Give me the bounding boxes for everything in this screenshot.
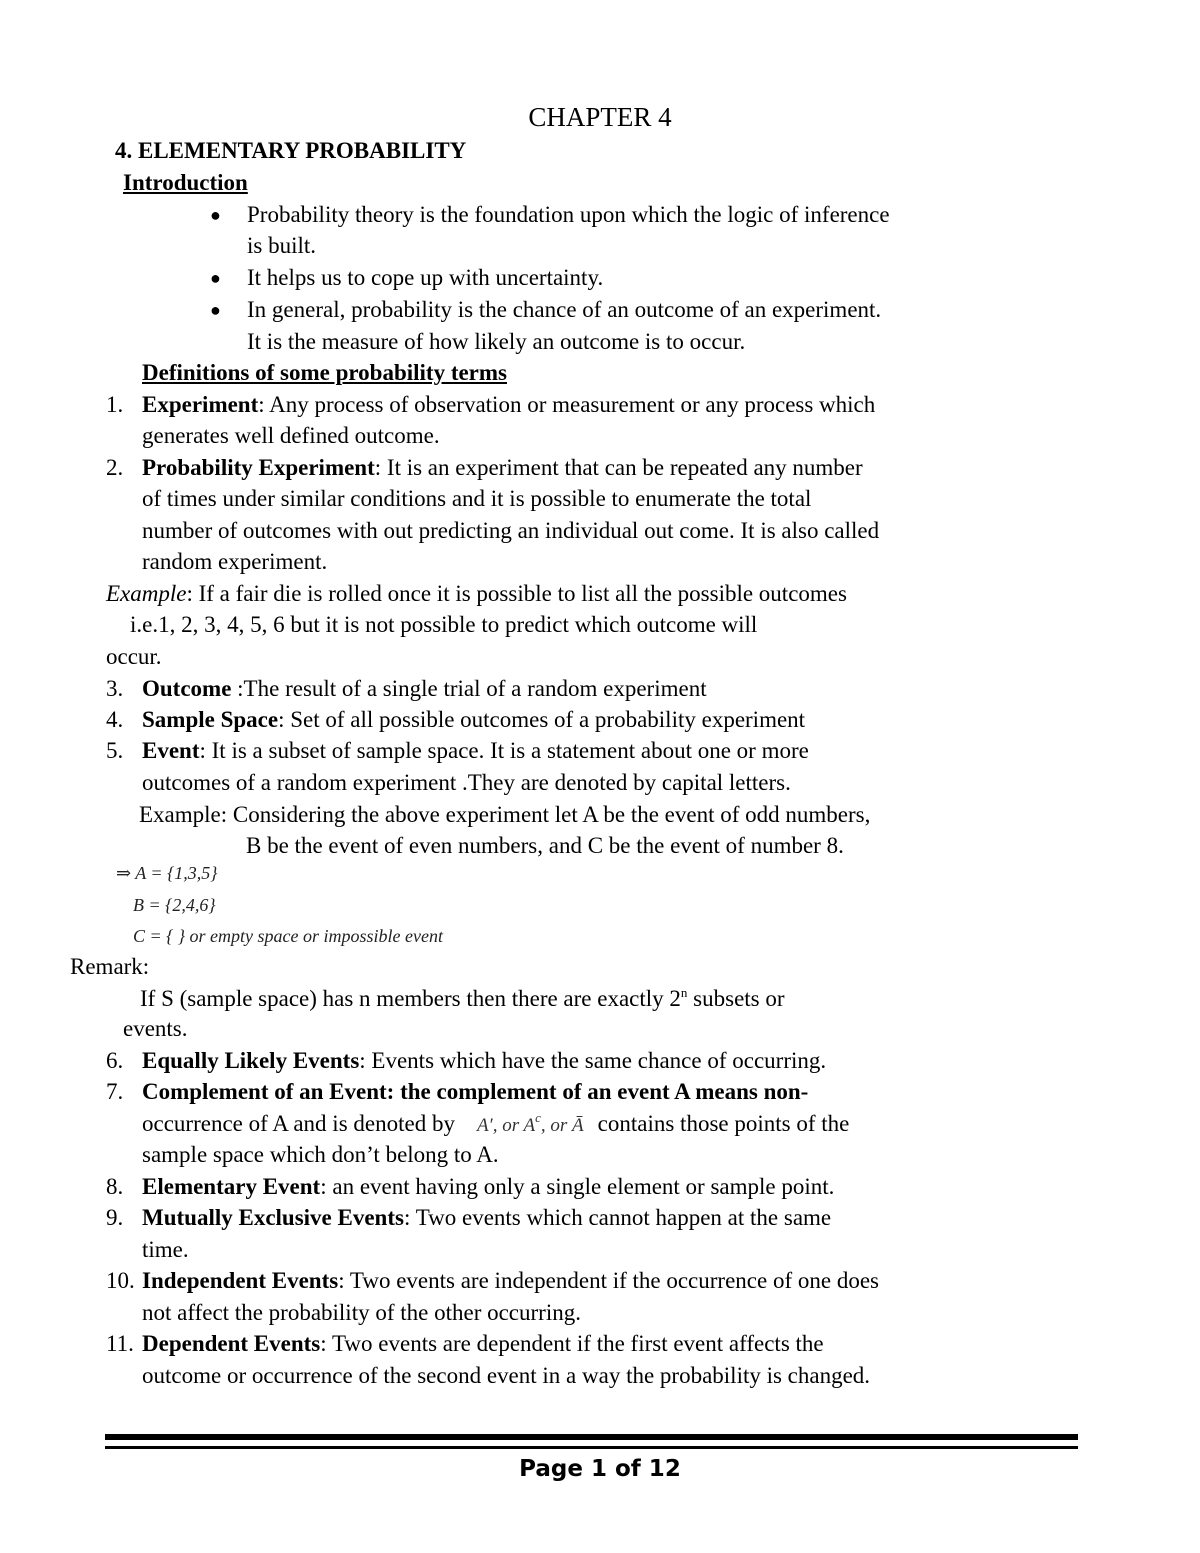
definition-text: not affect the probability of the other occurring. [142,1300,581,1325]
definition-text: : Two events are dependent if the first event affects the [320,1331,824,1356]
item-number: 8. [106,1174,124,1199]
term: Dependent Events [142,1331,321,1356]
term: Event [142,738,200,763]
item-number: 2. [106,455,124,480]
item-number: 6. [106,1048,124,1073]
definition-experiment [142,391,875,419]
term: Mutually Exclusive Events [142,1205,404,1230]
definition-text: : It is an experiment that can be repeated any number [374,455,863,480]
footer-rule [105,1446,1078,1449]
term: Elementary Event [142,1174,321,1199]
example-text: : If a fair die is rolled once it is possible to list all the possible outcomes [186,581,847,606]
definition-elementary-event [142,1173,834,1201]
definition-text: : It is a subset of sample space. It is a statement about one or more [199,738,809,763]
item-number: 9. [106,1205,124,1230]
term: Independent Events [142,1268,339,1293]
math-part: A′, or A [476,1115,536,1136]
remark-text-part: subsets or [687,986,785,1011]
term: Outcome [142,676,238,701]
chapter-title: CHAPTER 4 [528,102,672,132]
definition-text: outcomes of a random experiment .They are denoted by capital letters. [142,770,791,795]
remark-text-part: If S (sample space) has n members then there are exactly 2 [140,986,681,1011]
definition-text-part: contains those points of the [597,1111,850,1136]
term: Equally Likely Events [142,1048,360,1073]
bullet-marker: ● [210,205,221,225]
example-label: Example [106,581,187,606]
definition-sample-space [142,706,805,734]
definition-complement: Complement of an Event: the complement of an event A means non- [142,1079,809,1104]
definition-text: : Set of all possible outcomes of a probability experiment [278,707,806,732]
example-text: B be the event of even numbers, and C be the event of number 8. [246,833,844,858]
item-number: 5. [106,738,124,763]
definition-outcome [142,675,707,703]
definition-probability-experiment [142,454,863,482]
math-part: , or Ā [540,1115,584,1136]
footer-rule [105,1434,1078,1440]
definition-text: generates well defined outcome. [142,423,440,448]
example-die [106,580,847,608]
term: Probability Experiment [142,455,375,480]
definition-dependent [142,1330,824,1358]
definition-text: outcome or occurrence of the second event in a way the probability is changed. [142,1363,871,1388]
complement-notation [476,1110,584,1136]
page-number: Page 1 of 12 [519,1456,681,1482]
definitions-heading: Definitions of some probability terms [142,360,508,385]
superscript: c [535,1110,541,1125]
definition-independent [142,1267,879,1295]
intro-bullet-continued: It is the measure of how likely an outcome is to occur. [247,329,746,354]
definition-text: : Events which have the same chance of occurring. [359,1048,827,1073]
math-set-b: B = {2,4,6} [133,895,216,915]
example-text: Example: Considering the above experiment let A be the event of odd numbers, [139,802,871,827]
term: Sample Space [142,707,279,732]
term: Experiment [142,392,259,417]
definition-text: : Two events are independent if the occurrence of one does [338,1268,879,1293]
definition-text: : Two events which cannot happen at the same [403,1205,832,1230]
definition-text-part: occurrence of A and is denoted by [142,1111,455,1136]
definition-text: random experiment. [142,549,328,574]
intro-bullet: In general, probability is the chance of an outcome of an experiment. [247,297,882,322]
remark-label: Remark: [70,954,150,979]
intro-bullet-continued: is built. [247,233,317,258]
remark-text: events. [123,1016,188,1041]
math-set-a: ⇒ A = {1,3,5} [116,863,218,883]
example-text: i.e.1, 2, 3, 4, 5, 6 but it is not possible to predict which outcome will [130,612,758,637]
section-heading: 4. ELEMENTARY PROBABILITY [115,138,467,163]
superscript: n [680,985,688,1000]
bullet-marker: ● [210,300,221,320]
definition-text: of times under similar conditions and it is possible to enumerate the total [142,486,812,511]
intro-heading: Introduction [123,170,248,195]
definition-text: time. [142,1237,189,1262]
definition-text: sample space which don’t belong to A. [142,1142,499,1167]
definition-text: :The result of a single trial of a random experiment [237,676,707,701]
item-number: 3. [106,676,124,701]
definition-text [142,1110,849,1140]
intro-bullet: Probability theory is the foundation upon which the logic of inference [247,202,890,227]
math-set-c: C = { } or empty space or impossible event [133,926,443,946]
example-text: occur. [106,644,162,669]
item-number: 11. [106,1331,134,1356]
intro-bullet: It helps us to cope up with uncertainty. [247,265,604,290]
definition-text: number of outcomes with out predicting an individual out come. It is also called [142,518,880,543]
remark-text [140,985,785,1013]
definition-text: : an event having only a single element or sample point. [320,1174,835,1199]
item-number: 1. [106,392,124,417]
item-number: 7. [106,1079,124,1104]
definition-equally-likely [142,1047,826,1075]
item-number: 10. [106,1268,135,1293]
definition-event [142,737,809,765]
item-number: 4. [106,707,124,732]
definition-text: : Any process of observation or measurement or any process which [258,392,876,417]
definition-mutually-exclusive [142,1204,831,1232]
bullet-marker: ● [210,268,221,288]
